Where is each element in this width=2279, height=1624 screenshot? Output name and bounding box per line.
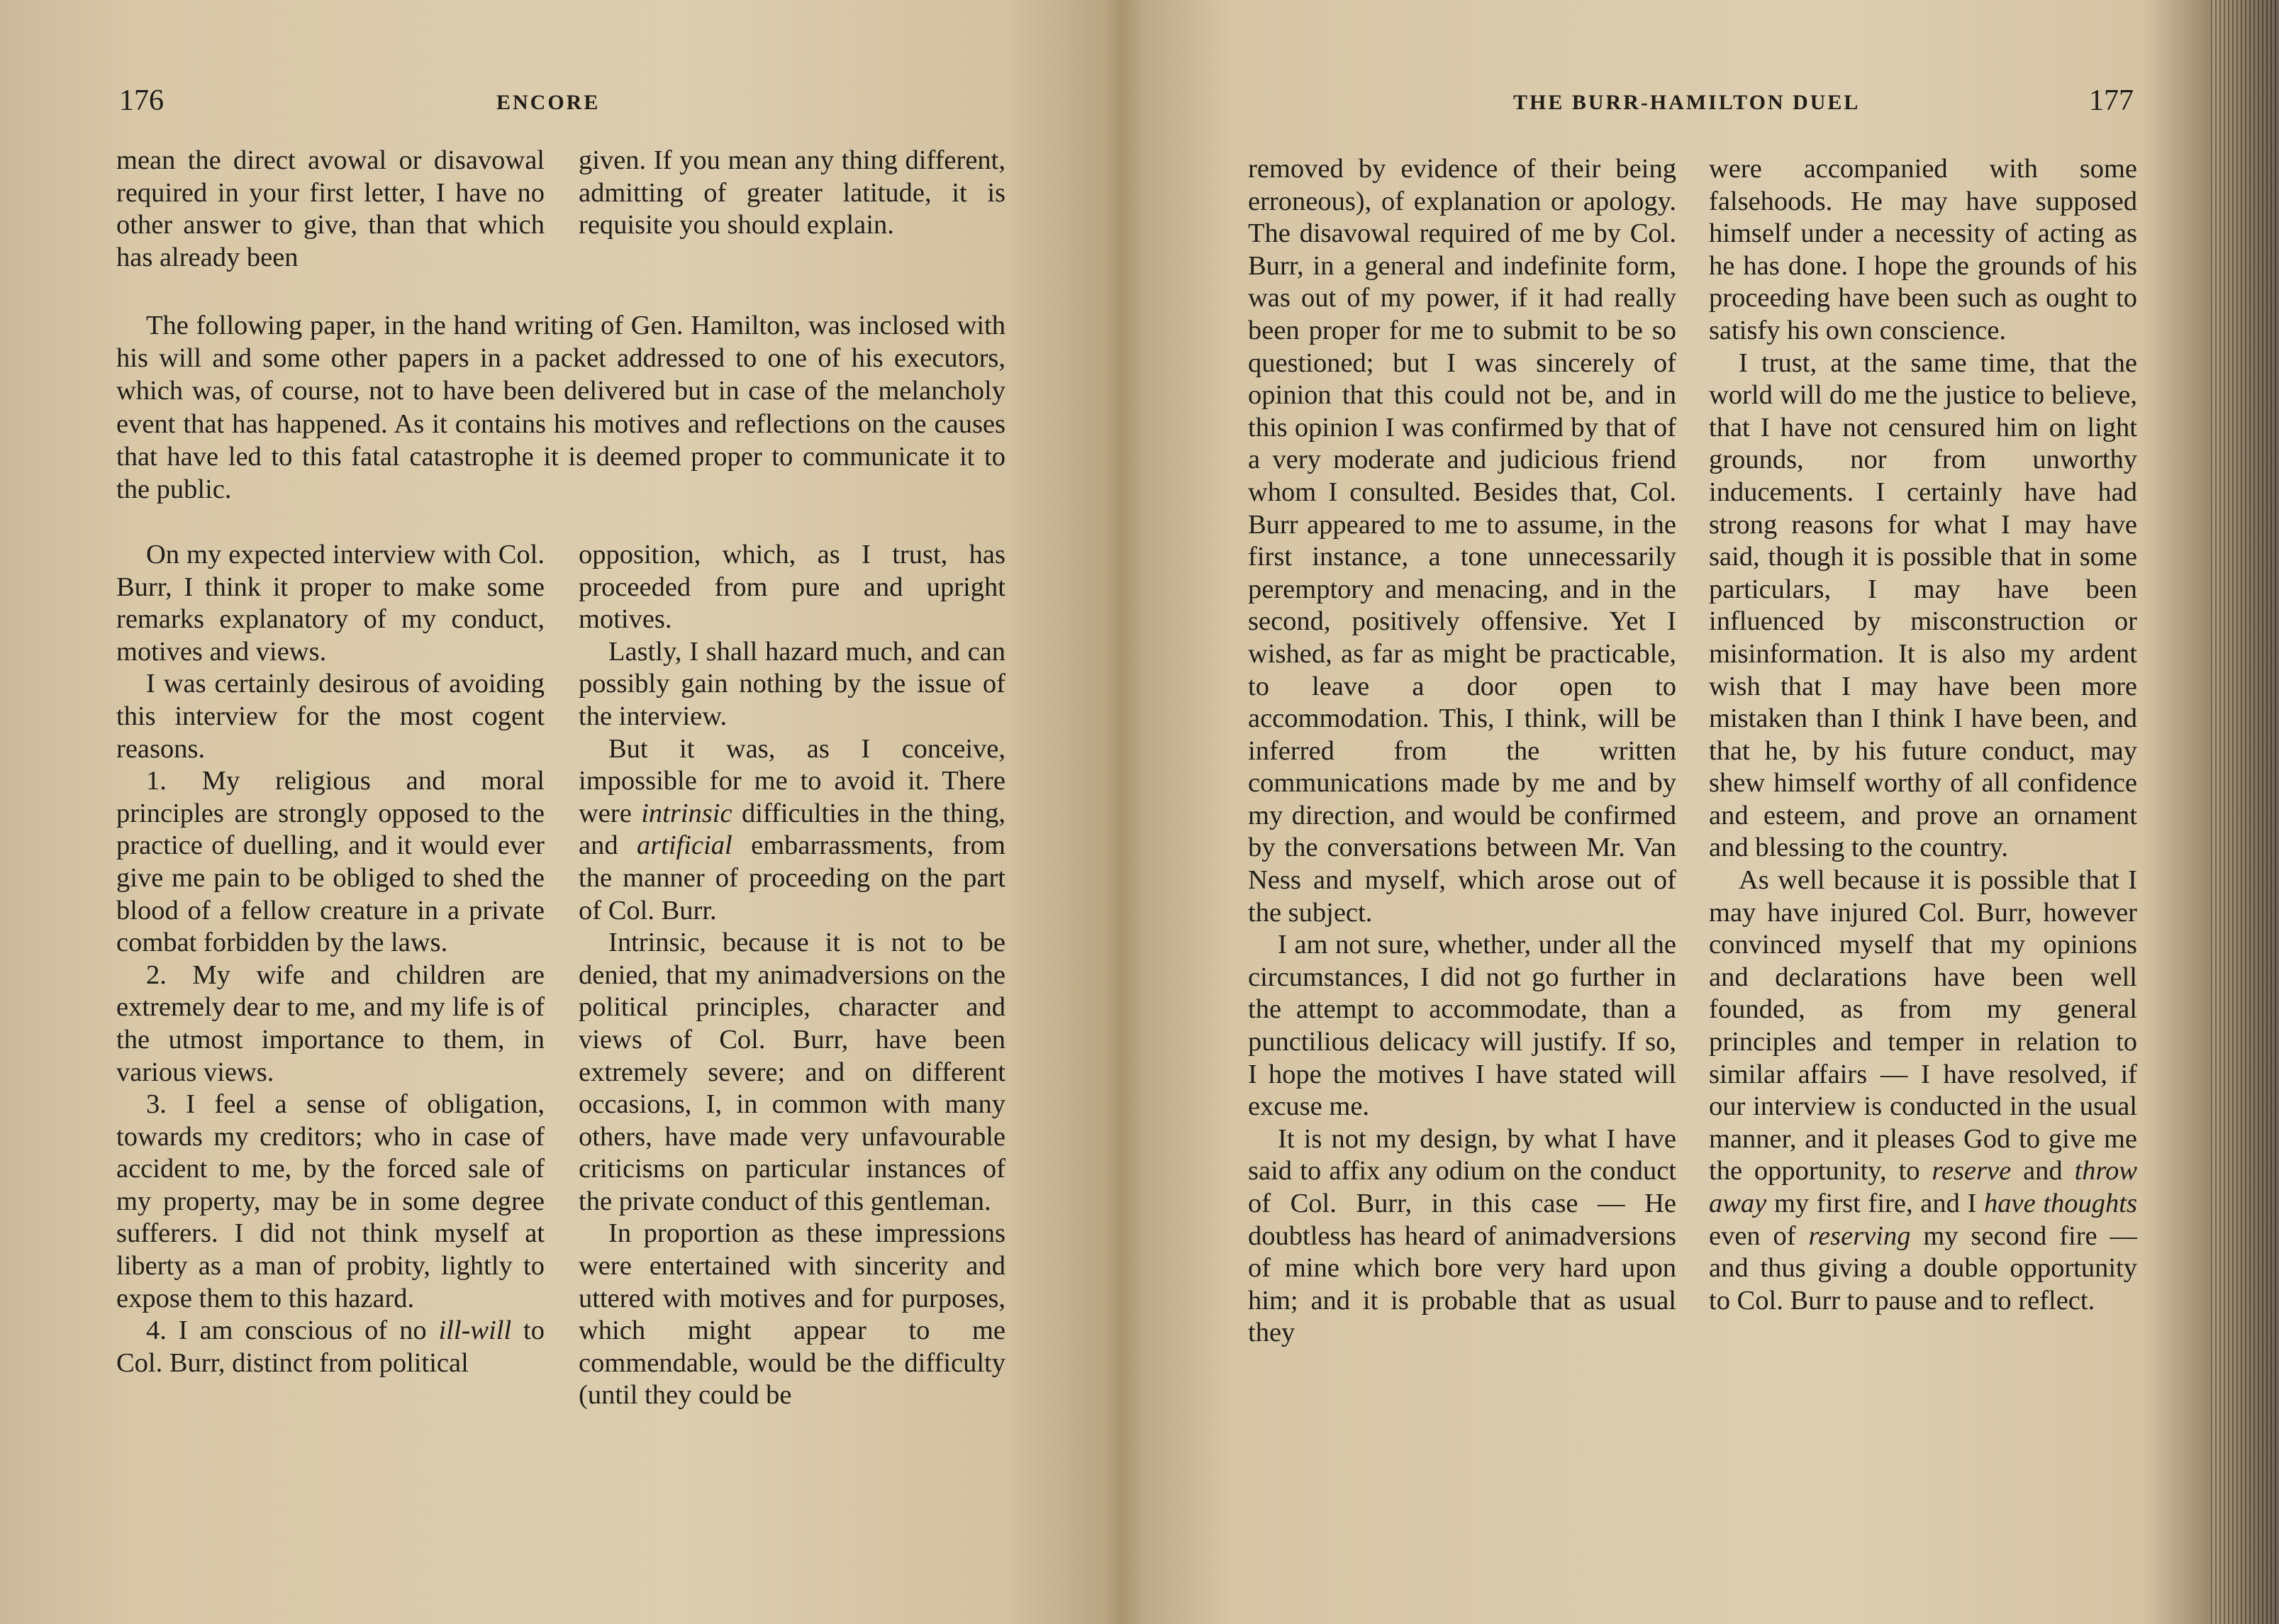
paragraph: Lastly, I shall hazard much, and can possibly gain nothing by the issue of the interview. xyxy=(579,636,1005,731)
page-edge xyxy=(2211,0,2279,1624)
paragraph: On my expected interview with Col. Burr, I think it proper to make some remarks explanatory of my conduct, motives and views. xyxy=(116,540,545,667)
text-run: even of xyxy=(1709,1220,1809,1251)
paragraph xyxy=(1709,864,2137,1317)
editorial-note: The following paper, in the hand writing of Gen. Hamilton, was inclosed with his will and some other papers in a packet addressed to one of his executors, which was, of course, not to have been delivered but in case of the melancholy event that has happened. As it contains his motives and reflections on the causes that have led to this fatal catastrophe it is deemed proper to communicate it to the public. xyxy=(116,311,1005,505)
right-column-2 xyxy=(1709,153,2137,1317)
italic-text: have thoughts xyxy=(1984,1189,2137,1218)
left-column-1 xyxy=(116,539,545,1379)
text-run: my first fire, and I xyxy=(1766,1189,1984,1218)
page-number: 177 xyxy=(2089,84,2134,117)
running-head: THE BURR-HAMILTON DUEL xyxy=(1513,91,1861,114)
italic-text: intrinsic xyxy=(641,798,732,828)
paragraph: I trust, at the same time, that the world will do me the justice to believe, that I have not censured him on light grounds, nor from unworthy inducements. I certainly have had strong reasons for what I may have said, though it is possible that in some particulars, I may have been influenced by misconstruction or misinformation. It is also my ardent wish that I may have been more mistaken than I think I have been, and that he, by his future conduct, may shew himself worthy of all confidence and esteem, and prove an ornament and blessing to the country. xyxy=(1709,347,2137,863)
text-run: But it was, as I conceive, impossible for me to avoid it. There were xyxy=(579,733,1005,828)
paragraph xyxy=(579,733,1005,928)
page-number: 176 xyxy=(119,84,164,117)
italic-text: reserve xyxy=(1932,1156,2012,1186)
text-run: difficulties in the thing, and xyxy=(579,798,1005,861)
paragraph: removed by evidence of their being erroneous), of explanation or apology. The disavowal required of me by Col. Burr, in a general and indefinite form, was out of my power, if it had really been proper for me to submit to be so questioned; but I was sincerely of opinion that this could not be, and in this opinion I was confirmed by that of a very moderate and judicious friend whom I consulted. Besides that, Col. Burr appeared to me to assume, in the first instance, a tone unnecessarily peremptory and menacing, and in the second, positively offensive. Yet I wished, as far as might be practicable, to leave a door open to accommodation. This, I think, will be inferred from the written communications made by me and by my direction, and would be confirmed by the conversations between Mr. Van Ness and myself, which arose out of the subject. xyxy=(1248,154,1676,928)
paragraph: I am not sure, whether, under all the circumstances, I did not go further in the attempt to accommodate, than a punctilious delicacy will justify. If so, I hope the motives I have stated will excuse me. xyxy=(1248,930,1676,1122)
top-column-1 xyxy=(116,145,545,274)
paragraph: 3. I feel a sense of obligation, towards my creditors; who in case of accident to me, by the forced sale of my property, may be in some degree sufferers. I did not think myself at liberty as a man of probity, lightly to expose them to this hazard. xyxy=(116,1089,545,1313)
right-column-1 xyxy=(1248,153,1676,1350)
right-page xyxy=(1106,0,2279,1624)
paragraph: were accompanied with some falsehoods. He may have supposed himself under a necessity of acting as he has done. I hope the grounds of his proceeding have been such as ought to satisfy his own conscience. xyxy=(1709,154,2137,345)
italic-text: ill-will xyxy=(438,1316,512,1346)
paragraph: opposition, which, as I trust, has proceeded from pure and upright motives. xyxy=(579,540,1005,635)
paragraph: Intrinsic, because it is not to be denied, that my animadversions on the political principles, character and views of Col. Burr, have been extremely severe; and on different occasions, I, in common with many others, have made very unfavourable criticisms on particular instances of the private conduct of this gentleman. xyxy=(579,928,1005,1216)
text-run: embarrassments, from the manner of proceeding on the part of Col. Burr. xyxy=(579,830,1006,925)
left-column-2 xyxy=(579,539,1005,1412)
left-page xyxy=(0,0,1106,1624)
paragraph: given. If you mean any thing different, admitting of greater latitude, it is requisite you should explain. xyxy=(579,145,1005,240)
paragraph: 2. My wife and children are extremely dear to me, and my life is of the utmost importance to them, in various views. xyxy=(116,960,545,1087)
running-head: ENCORE xyxy=(496,91,601,114)
paragraph: It is not my design, by what I have said to affix any odium on the conduct of Col. Burr, in this case — He doubtless has heard of animadversions of mine which bore very hard upon him; and it is probable that as usual they xyxy=(1248,1123,1676,1348)
paragraph: mean the direct avowal or disavowal required in your first letter, I have no other answer to give, than that which has already been xyxy=(116,145,545,272)
paragraph: 1. My religious and moral principles are strongly opposed to the practice of duelling, and it would ever give me pain to be obliged to shed the blood of a fellow creature in a private combat forbidden by the laws. xyxy=(116,766,545,958)
text-run: As well because it is possible that I may have injured Col. Burr, however convinced myself that my opinions and declarations have been well founded, as from my general principles and temper in relation to similar affairs — I have resolved, if our interview is conducted in the usual manner, and it pleases God to give me the opportunity, to xyxy=(1709,865,2137,1186)
italic-text: throw away xyxy=(1709,1156,2137,1218)
text-run: 4. I am conscious of no xyxy=(146,1316,439,1346)
paragraph: In proportion as these impressions were entertained with sincerity and uttered with motives and for purposes, which might appear to me commendable, would be the difficulty (until they could be xyxy=(579,1218,1005,1411)
text-run: and xyxy=(2011,1156,2075,1186)
text-run: my second fire — and thus giving a double opportunity to Col. Burr to pause and to reflect. xyxy=(1709,1220,2137,1316)
text-run: to Col. Burr, distinct from political xyxy=(116,1316,545,1378)
paragraph: I was certainly desirous of avoiding this interview for the most cogent reasons. xyxy=(116,669,545,764)
italic-text: reserving xyxy=(1808,1220,1911,1251)
top-column-2 xyxy=(579,145,1005,242)
italic-text: artificial xyxy=(636,830,732,861)
paragraph xyxy=(116,1315,545,1379)
